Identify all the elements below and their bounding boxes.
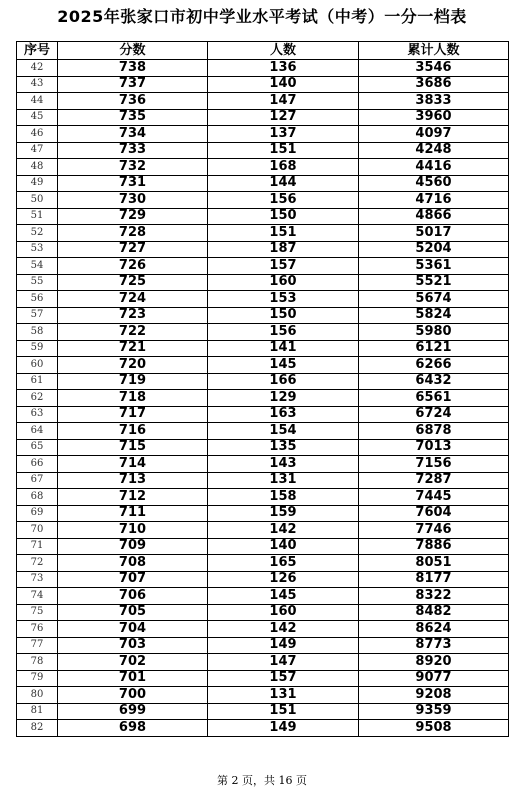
score-cell: 732 bbox=[58, 159, 208, 176]
cumulative-cell: 7013 bbox=[359, 439, 509, 456]
table-row bbox=[17, 439, 509, 456]
seq-cell: 68 bbox=[17, 489, 58, 506]
score-cell: 718 bbox=[58, 390, 208, 407]
seq-cell: 63 bbox=[17, 406, 58, 423]
table-row bbox=[17, 291, 509, 308]
score-cell: 706 bbox=[58, 588, 208, 605]
table-header-row bbox=[17, 42, 509, 60]
cumulative-cell: 6878 bbox=[359, 423, 509, 440]
table-row bbox=[17, 538, 509, 555]
table-row bbox=[17, 324, 509, 341]
seq-cell: 58 bbox=[17, 324, 58, 341]
count-cell: 157 bbox=[208, 670, 359, 687]
table-row bbox=[17, 555, 509, 572]
seq-cell: 49 bbox=[17, 175, 58, 192]
count-cell: 187 bbox=[208, 241, 359, 258]
table-row bbox=[17, 373, 509, 390]
page-title: 2025年张家口市初中学业水平考试（中考）一分一档表 bbox=[57, 7, 467, 26]
cumulative-cell: 7886 bbox=[359, 538, 509, 555]
table-row bbox=[17, 192, 509, 209]
cumulative-cell: 6121 bbox=[359, 340, 509, 357]
seq-cell: 80 bbox=[17, 687, 58, 704]
score-cell: 721 bbox=[58, 340, 208, 357]
seq-cell: 43 bbox=[17, 76, 58, 93]
cumulative-cell: 6266 bbox=[359, 357, 509, 374]
count-cell: 160 bbox=[208, 274, 359, 291]
score-cell: 698 bbox=[58, 720, 208, 737]
cumulative-cell: 8773 bbox=[359, 637, 509, 654]
table-row bbox=[17, 93, 509, 110]
table-row bbox=[17, 142, 509, 159]
count-cell: 145 bbox=[208, 357, 359, 374]
seq-cell: 59 bbox=[17, 340, 58, 357]
page-footer: 第 2 页，共 16 页 bbox=[217, 774, 307, 787]
score-cell: 738 bbox=[58, 60, 208, 77]
cumulative-cell: 4716 bbox=[359, 192, 509, 209]
cumulative-cell: 3546 bbox=[359, 60, 509, 77]
count-cell: 147 bbox=[208, 93, 359, 110]
cumulative-cell: 9077 bbox=[359, 670, 509, 687]
seq-cell: 71 bbox=[17, 538, 58, 555]
count-cell: 131 bbox=[208, 472, 359, 489]
seq-cell: 51 bbox=[17, 208, 58, 225]
score-cell: 700 bbox=[58, 687, 208, 704]
table-row bbox=[17, 241, 509, 258]
score-cell: 712 bbox=[58, 489, 208, 506]
count-cell: 145 bbox=[208, 588, 359, 605]
count-cell: 159 bbox=[208, 505, 359, 522]
cumulative-cell: 9359 bbox=[359, 703, 509, 720]
score-cell: 722 bbox=[58, 324, 208, 341]
seq-cell: 61 bbox=[17, 373, 58, 390]
table-row bbox=[17, 76, 509, 93]
count-cell: 156 bbox=[208, 192, 359, 209]
count-cell: 144 bbox=[208, 175, 359, 192]
score-cell: 719 bbox=[58, 373, 208, 390]
count-cell: 165 bbox=[208, 555, 359, 572]
cumulative-cell: 5674 bbox=[359, 291, 509, 308]
seq-cell: 52 bbox=[17, 225, 58, 242]
count-cell: 140 bbox=[208, 538, 359, 555]
table-body bbox=[17, 60, 509, 737]
cumulative-cell: 7287 bbox=[359, 472, 509, 489]
count-cell: 143 bbox=[208, 456, 359, 473]
seq-cell: 55 bbox=[17, 274, 58, 291]
count-cell: 150 bbox=[208, 208, 359, 225]
table-row bbox=[17, 225, 509, 242]
cumulative-cell: 5204 bbox=[359, 241, 509, 258]
seq-cell: 77 bbox=[17, 637, 58, 654]
cumulative-cell: 5017 bbox=[359, 225, 509, 242]
seq-cell: 46 bbox=[17, 126, 58, 143]
table-row bbox=[17, 423, 509, 440]
seq-cell: 56 bbox=[17, 291, 58, 308]
count-cell: 168 bbox=[208, 159, 359, 176]
cumulative-cell: 8322 bbox=[359, 588, 509, 605]
score-cell: 734 bbox=[58, 126, 208, 143]
score-cell: 713 bbox=[58, 472, 208, 489]
cumulative-cell: 3833 bbox=[359, 93, 509, 110]
count-cell: 129 bbox=[208, 390, 359, 407]
seq-cell: 73 bbox=[17, 571, 58, 588]
score-cell: 704 bbox=[58, 621, 208, 638]
score-cell: 711 bbox=[58, 505, 208, 522]
count-cell: 126 bbox=[208, 571, 359, 588]
score-cell: 736 bbox=[58, 93, 208, 110]
cumulative-cell: 8920 bbox=[359, 654, 509, 671]
cumulative-cell: 8177 bbox=[359, 571, 509, 588]
count-cell: 149 bbox=[208, 720, 359, 737]
count-cell: 160 bbox=[208, 604, 359, 621]
score-cell: 735 bbox=[58, 109, 208, 126]
table-row bbox=[17, 258, 509, 275]
score-cell: 716 bbox=[58, 423, 208, 440]
cumulative-cell: 6432 bbox=[359, 373, 509, 390]
table-row bbox=[17, 274, 509, 291]
cumulative-cell: 4248 bbox=[359, 142, 509, 159]
table-row bbox=[17, 670, 509, 687]
score-cell: 708 bbox=[58, 555, 208, 572]
seq-cell: 44 bbox=[17, 93, 58, 110]
cumulative-cell: 5361 bbox=[359, 258, 509, 275]
count-cell: 131 bbox=[208, 687, 359, 704]
header-cumulative: 累计人数 bbox=[359, 42, 509, 60]
cumulative-cell: 8051 bbox=[359, 555, 509, 572]
count-cell: 149 bbox=[208, 637, 359, 654]
seq-cell: 45 bbox=[17, 109, 58, 126]
table-row bbox=[17, 60, 509, 77]
count-cell: 141 bbox=[208, 340, 359, 357]
seq-cell: 50 bbox=[17, 192, 58, 209]
table-row bbox=[17, 390, 509, 407]
cumulative-cell: 9208 bbox=[359, 687, 509, 704]
seq-cell: 65 bbox=[17, 439, 58, 456]
header-score: 分数 bbox=[58, 42, 208, 60]
score-cell: 730 bbox=[58, 192, 208, 209]
count-cell: 163 bbox=[208, 406, 359, 423]
count-cell: 136 bbox=[208, 60, 359, 77]
count-cell: 150 bbox=[208, 307, 359, 324]
score-cell: 717 bbox=[58, 406, 208, 423]
seq-cell: 79 bbox=[17, 670, 58, 687]
table-row bbox=[17, 637, 509, 654]
seq-cell: 82 bbox=[17, 720, 58, 737]
score-cell: 728 bbox=[58, 225, 208, 242]
count-cell: 154 bbox=[208, 423, 359, 440]
cumulative-cell: 6561 bbox=[359, 390, 509, 407]
cumulative-cell: 7746 bbox=[359, 522, 509, 539]
score-cell: 729 bbox=[58, 208, 208, 225]
table-row bbox=[17, 522, 509, 539]
seq-cell: 72 bbox=[17, 555, 58, 572]
count-cell: 153 bbox=[208, 291, 359, 308]
seq-cell: 53 bbox=[17, 241, 58, 258]
table-row bbox=[17, 208, 509, 225]
score-cell: 733 bbox=[58, 142, 208, 159]
score-cell: 703 bbox=[58, 637, 208, 654]
seq-cell: 64 bbox=[17, 423, 58, 440]
cumulative-cell: 5521 bbox=[359, 274, 509, 291]
count-cell: 147 bbox=[208, 654, 359, 671]
table-row bbox=[17, 175, 509, 192]
count-cell: 142 bbox=[208, 522, 359, 539]
score-cell: 724 bbox=[58, 291, 208, 308]
table-row bbox=[17, 654, 509, 671]
table-row bbox=[17, 720, 509, 737]
count-cell: 151 bbox=[208, 142, 359, 159]
table-row bbox=[17, 472, 509, 489]
cumulative-cell: 7604 bbox=[359, 505, 509, 522]
score-cell: 701 bbox=[58, 670, 208, 687]
score-cell: 709 bbox=[58, 538, 208, 555]
cumulative-cell: 6724 bbox=[359, 406, 509, 423]
score-cell: 715 bbox=[58, 439, 208, 456]
score-cell: 714 bbox=[58, 456, 208, 473]
table-row bbox=[17, 456, 509, 473]
count-cell: 140 bbox=[208, 76, 359, 93]
table-row bbox=[17, 604, 509, 621]
table-row bbox=[17, 126, 509, 143]
table-row bbox=[17, 505, 509, 522]
seq-cell: 69 bbox=[17, 505, 58, 522]
score-cell: 705 bbox=[58, 604, 208, 621]
count-cell: 151 bbox=[208, 225, 359, 242]
count-cell: 156 bbox=[208, 324, 359, 341]
seq-cell: 57 bbox=[17, 307, 58, 324]
seq-cell: 74 bbox=[17, 588, 58, 605]
table-row bbox=[17, 687, 509, 704]
table-row bbox=[17, 159, 509, 176]
count-cell: 135 bbox=[208, 439, 359, 456]
cumulative-cell: 3686 bbox=[359, 76, 509, 93]
seq-cell: 67 bbox=[17, 472, 58, 489]
score-cell: 731 bbox=[58, 175, 208, 192]
count-cell: 157 bbox=[208, 258, 359, 275]
count-cell: 166 bbox=[208, 373, 359, 390]
score-cell: 723 bbox=[58, 307, 208, 324]
seq-cell: 70 bbox=[17, 522, 58, 539]
cumulative-cell: 5980 bbox=[359, 324, 509, 341]
cumulative-cell: 3960 bbox=[359, 109, 509, 126]
cumulative-cell: 7445 bbox=[359, 489, 509, 506]
score-cell: 737 bbox=[58, 76, 208, 93]
seq-cell: 75 bbox=[17, 604, 58, 621]
cumulative-cell: 4560 bbox=[359, 175, 509, 192]
cumulative-cell: 8482 bbox=[359, 604, 509, 621]
table-row bbox=[17, 357, 509, 374]
cumulative-cell: 5824 bbox=[359, 307, 509, 324]
seq-cell: 47 bbox=[17, 142, 58, 159]
seq-cell: 42 bbox=[17, 60, 58, 77]
seq-cell: 81 bbox=[17, 703, 58, 720]
seq-cell: 60 bbox=[17, 357, 58, 374]
cumulative-cell: 4866 bbox=[359, 208, 509, 225]
table-row bbox=[17, 588, 509, 605]
score-cell: 699 bbox=[58, 703, 208, 720]
count-cell: 127 bbox=[208, 109, 359, 126]
seq-cell: 62 bbox=[17, 390, 58, 407]
header-seq: 序号 bbox=[17, 42, 58, 60]
count-cell: 137 bbox=[208, 126, 359, 143]
seq-cell: 48 bbox=[17, 159, 58, 176]
score-distribution-table bbox=[16, 41, 509, 737]
table-row bbox=[17, 571, 509, 588]
cumulative-cell: 9508 bbox=[359, 720, 509, 737]
count-cell: 142 bbox=[208, 621, 359, 638]
count-cell: 151 bbox=[208, 703, 359, 720]
score-cell: 707 bbox=[58, 571, 208, 588]
score-cell: 727 bbox=[58, 241, 208, 258]
score-cell: 720 bbox=[58, 357, 208, 374]
score-cell: 725 bbox=[58, 274, 208, 291]
cumulative-cell: 4416 bbox=[359, 159, 509, 176]
table-row bbox=[17, 109, 509, 126]
seq-cell: 66 bbox=[17, 456, 58, 473]
cumulative-cell: 7156 bbox=[359, 456, 509, 473]
header-count: 人数 bbox=[208, 42, 359, 60]
score-cell: 702 bbox=[58, 654, 208, 671]
count-cell: 158 bbox=[208, 489, 359, 506]
table-row bbox=[17, 489, 509, 506]
seq-cell: 78 bbox=[17, 654, 58, 671]
seq-cell: 76 bbox=[17, 621, 58, 638]
table-row bbox=[17, 703, 509, 720]
cumulative-cell: 8624 bbox=[359, 621, 509, 638]
seq-cell: 54 bbox=[17, 258, 58, 275]
table-row bbox=[17, 621, 509, 638]
table-row bbox=[17, 340, 509, 357]
score-cell: 710 bbox=[58, 522, 208, 539]
score-cell: 726 bbox=[58, 258, 208, 275]
cumulative-cell: 4097 bbox=[359, 126, 509, 143]
table-row bbox=[17, 307, 509, 324]
table-row bbox=[17, 406, 509, 423]
